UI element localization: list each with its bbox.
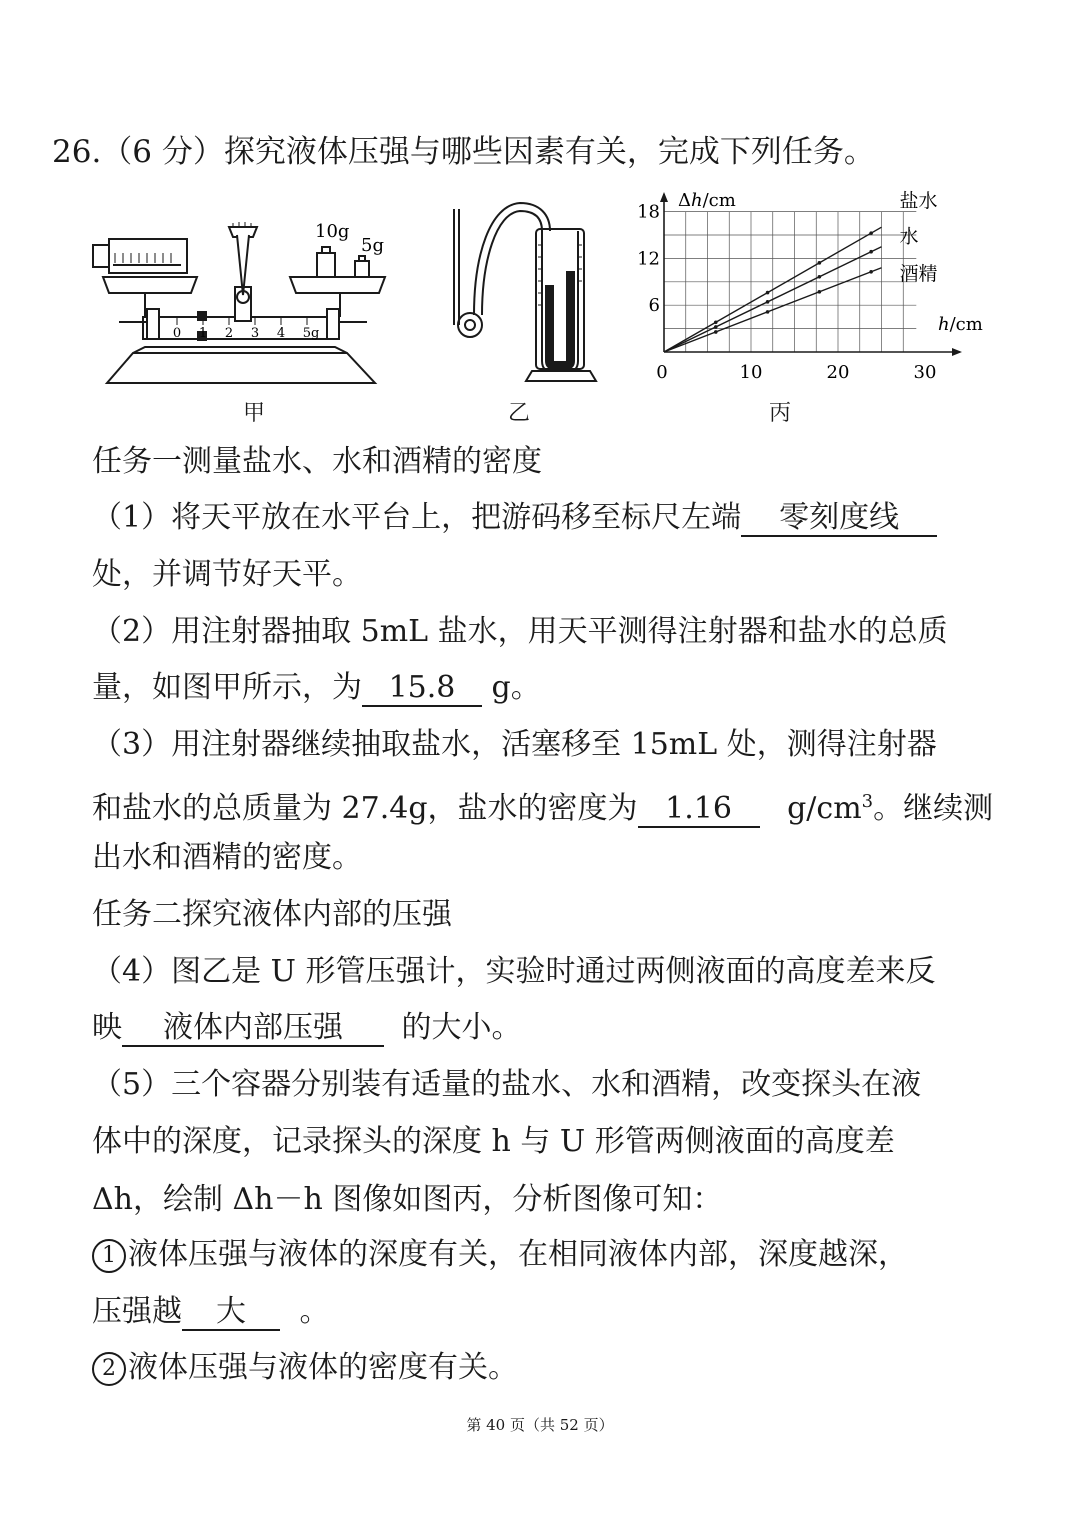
- task2-heading: 任务二探究液体内部的压强: [92, 897, 452, 932]
- caption-bing: 丙: [769, 401, 792, 426]
- data-point: [818, 290, 822, 294]
- scale-number: 3: [250, 326, 260, 341]
- q2-line2: [92, 668, 541, 708]
- y-tick-label: 18: [637, 201, 660, 223]
- circled-number-2: 2: [92, 1352, 126, 1386]
- q3-answer-blank: 1.16: [638, 792, 760, 828]
- q3-line1: （3）用注射器继续抽取盐水，活塞移至 15mL 处，测得注射器: [92, 727, 937, 762]
- conclusion-2: [92, 1348, 518, 1388]
- data-point: [869, 231, 873, 235]
- q3-unit-sup: 3: [861, 791, 874, 812]
- data-point: [714, 325, 718, 329]
- x-tick-label: 30: [913, 362, 937, 383]
- series-label: 盐水: [899, 190, 938, 213]
- data-point: [714, 320, 718, 324]
- scale-number: 0: [172, 326, 182, 341]
- data-point: [818, 275, 822, 279]
- y-tick-label: 6: [648, 295, 660, 317]
- q3-unit: g/cm: [787, 791, 862, 826]
- q4-answer-blank: 液体内部压强: [122, 1011, 384, 1047]
- data-point: [766, 291, 770, 295]
- y-axis-arrow: [660, 192, 668, 202]
- page-footer: 第 40 页（共 52 页）: [466, 1416, 614, 1434]
- x-tick-label: 20: [826, 362, 850, 383]
- q3-text-b: 。继续测: [873, 791, 994, 826]
- weight-label-5g: 5g: [361, 235, 384, 256]
- q3-line2: [92, 782, 993, 829]
- q2-line1: （2）用注射器抽取 5mL 盐水，用天平测得注射器和盐水的总质: [92, 614, 948, 649]
- q4-text-a: 映: [92, 1010, 122, 1045]
- q5-line2: 体中的深度，记录探头的深度 h 与 U 形管两侧液面的高度差: [92, 1124, 895, 1159]
- conclusion-1-text-a: 压强越: [92, 1294, 182, 1329]
- q1-line2: 处，并调节好天平。: [92, 557, 362, 592]
- y-axis-label: Δh/cm: [678, 190, 736, 211]
- c1-answer-blank: 大: [182, 1295, 280, 1331]
- scale-number: 4: [276, 326, 286, 341]
- conclusion-1-line1: [92, 1235, 908, 1275]
- q2-answer-blank: 15.8: [362, 671, 482, 707]
- data-point: [869, 270, 873, 274]
- circled-number-1: 1: [92, 1239, 126, 1273]
- weight-label-10g: 10g: [315, 221, 350, 242]
- q5-line1: （5）三个容器分别装有适量的盐水、水和酒精，改变探头在液: [92, 1067, 922, 1102]
- q4-text-b: 的大小。: [401, 1010, 522, 1045]
- scale-number: 5g: [302, 326, 320, 341]
- q3-text-a: 和盐水的总质量为 27.4g，盐水的密度为: [92, 791, 638, 826]
- q2-text-b: g。: [491, 670, 541, 705]
- q5-line3: Δh，绘制 Δh－h 图像如图丙，分析图像可知：: [92, 1182, 723, 1217]
- q2-text-a: 量，如图甲所示，为: [92, 670, 362, 705]
- y-tick-label: 12: [637, 248, 660, 270]
- conclusion-1-text: 液体压强与液体的深度有关，在相同液体内部，深度越深，: [128, 1237, 908, 1272]
- x-tick-label: 10: [739, 362, 763, 383]
- data-point: [714, 330, 718, 334]
- data-point: [766, 300, 770, 304]
- conclusion-1-text-b: 。: [299, 1294, 330, 1329]
- conclusion-1-line2: [92, 1292, 330, 1332]
- q4-line2: [92, 1008, 522, 1048]
- series-label: 酒精: [899, 262, 938, 285]
- q3-line3: 出水和酒精的密度。: [92, 840, 362, 875]
- data-point: [766, 310, 770, 314]
- question-title: 26.（6 分）探究液体压强与哪些因素有关，完成下列任务。: [52, 134, 875, 170]
- q1-line1: [92, 498, 937, 538]
- task1-heading: 任务一测量盐水、水和酒精的密度: [92, 444, 542, 479]
- data-point: [869, 250, 873, 254]
- balance-figure: [85, 205, 385, 390]
- x-axis-label: h/cm: [938, 314, 983, 335]
- x-axis-arrow: [952, 348, 962, 356]
- data-point: [818, 261, 822, 265]
- q1-text: （1）将天平放在水平台上，把游码移至标尺左端: [92, 500, 742, 535]
- dh-h-graph: [636, 190, 983, 385]
- scale-number: 1: [198, 326, 208, 341]
- scale-number: 2: [224, 326, 234, 341]
- caption-jia: 甲: [243, 401, 266, 426]
- series-label: 水: [899, 225, 919, 248]
- conclusion-2-text: 液体压强与液体的密度有关。: [128, 1350, 518, 1385]
- q1-answer-blank: 零刻度线: [741, 501, 937, 537]
- x-tick-label: 0: [656, 362, 668, 383]
- q4-line1: （4）图乙是 U 形管压强计，实验时通过两侧液面的高度差来反: [92, 954, 936, 989]
- caption-yi: 乙: [508, 401, 531, 426]
- manometer-figure: [440, 195, 600, 385]
